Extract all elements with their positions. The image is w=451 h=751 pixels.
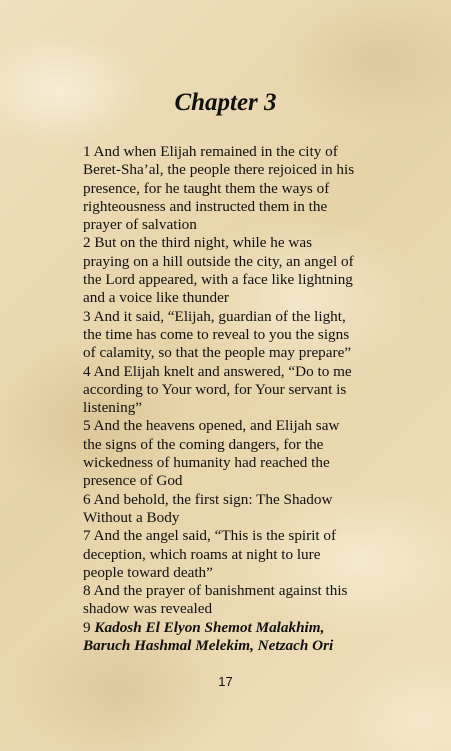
- text-line: presence of God: [83, 472, 183, 490]
- chapter-title: Chapter 3: [174, 89, 277, 116]
- text-line: 4 And Elijah knelt and answered, “Do to me: [83, 362, 352, 380]
- text-line: praying on a hill outside the city, an angel of: [83, 252, 354, 270]
- text-line: 2 But on the third night, while he was: [83, 234, 313, 252]
- text-line: presence, for he taught them the ways of: [83, 179, 330, 197]
- text-line: deception, which roams at night to lure: [83, 545, 321, 563]
- text-line: people toward death”: [83, 563, 213, 581]
- text-line: 3 And it said, “Elijah, guardian of the light,: [83, 307, 346, 325]
- text-line: according to Your word, for Your servant is: [83, 380, 347, 398]
- text-line: 5 And the heavens opened, and Elijah saw: [83, 417, 340, 435]
- text-line: and a voice like thunder: [83, 289, 229, 307]
- text-line: Beret-Sha’al, the people there rejoiced in his: [83, 161, 355, 179]
- text-line: 1 And when Elijah remained in the city of: [83, 143, 338, 160]
- text-line: the signs of the coming dangers, for the: [83, 435, 324, 453]
- text-line: the time has come to reveal to you the signs: [83, 325, 350, 343]
- text-line: the Lord appeared, with a face like lightning: [83, 271, 353, 289]
- text-line: 7 And the angel said, “This is the spirit of: [83, 527, 337, 545]
- verse-9-line-1: [83, 619, 383, 637]
- page-number: 17: [218, 674, 233, 689]
- verse-9-line-2: Baruch Hashmal Melekim, Netzach Ori: [83, 637, 334, 655]
- text-line: shadow was revealed: [83, 600, 213, 618]
- text-line: 6 And behold, the first sign: The Shadow: [83, 490, 333, 508]
- chapter-text: [83, 143, 383, 655]
- verse-9-number: 9: [83, 618, 95, 636]
- text-line: 8 And the prayer of banishment against this: [83, 582, 348, 600]
- text-line: listening”: [83, 399, 143, 417]
- text-line: righteousness and instructed them in the: [83, 197, 328, 215]
- text-line: Without a Body: [83, 508, 180, 526]
- text-line: of calamity, so that the people may prepare”: [83, 344, 352, 362]
- verse-9-prayer-text: Kadosh El Elyon Shemot Malakhim,: [94, 618, 325, 636]
- text-line: wickedness of humanity had reached the: [83, 454, 330, 472]
- text-line: prayer of salvation: [83, 216, 197, 234]
